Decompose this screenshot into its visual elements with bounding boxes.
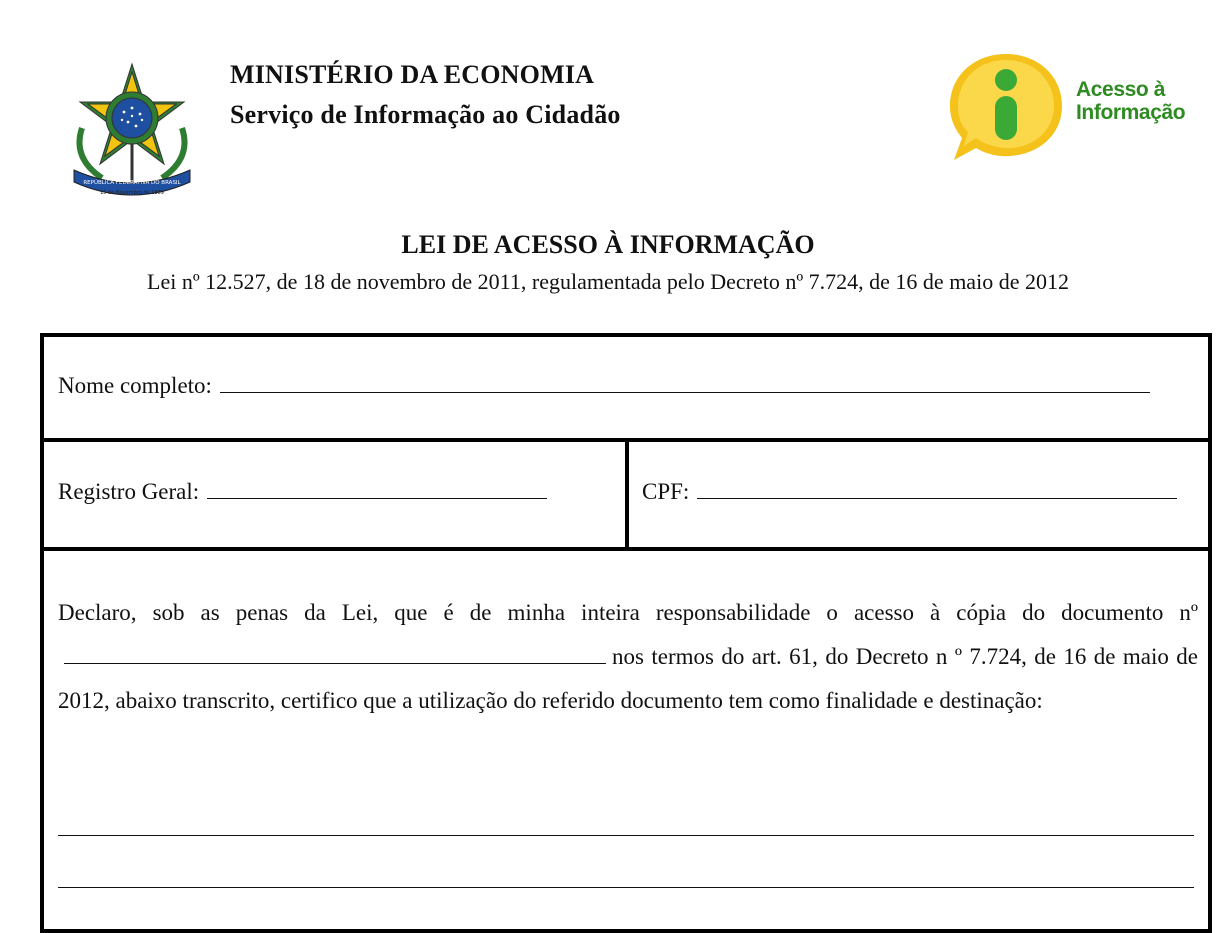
document-title: LEI DE ACESSO À INFORMAÇÃO	[401, 230, 815, 259]
declaration-part2: nos termos do art. 61, do Decreto n º 7.724, de 16 de maio de 2012, abaixo transcrito, certifico que a utilização do referido documento tem como finalidade e destinação:	[58, 644, 1198, 713]
full-name-input[interactable]	[220, 392, 1150, 393]
divider-row-2	[44, 547, 1208, 551]
request-form	[40, 333, 1212, 933]
document-number-input[interactable]	[64, 663, 606, 664]
ministry-name: MINISTÉRIO DA ECONOMIA	[230, 60, 595, 89]
full-name-field[interactable]	[58, 373, 1150, 399]
cpf-field[interactable]	[642, 479, 1177, 505]
emblem-date-text: 15 de Novembro de 1889	[100, 190, 164, 196]
logo-text-line1: Acesso à	[1076, 78, 1166, 101]
service-name: Serviço de Informação ao Cidadão	[230, 100, 621, 129]
access-to-information-logo	[948, 50, 1210, 162]
declaration-text	[58, 591, 1198, 723]
rg-field[interactable]	[58, 479, 547, 505]
purpose-line-1[interactable]	[58, 835, 1194, 836]
divider-column	[625, 442, 629, 551]
declaration-part1: Declaro, sob as penas da Lei, que é de minha inteira responsabilidade o acesso à cópia do documento nº	[58, 600, 1198, 625]
emblem-ribbon-text: REPÚBLICA FEDERATIVA DO BRASIL	[83, 180, 181, 186]
national-emblem	[62, 58, 202, 198]
purpose-line-2[interactable]	[58, 887, 1194, 888]
full-name-label: Nome completo:	[58, 373, 212, 398]
logo-text-line2: Informação	[1076, 101, 1186, 124]
rg-label: Registro Geral:	[58, 479, 200, 504]
cpf-label: CPF:	[642, 479, 690, 504]
cpf-input[interactable]	[697, 498, 1177, 499]
info-icon	[948, 50, 1066, 162]
document-subtitle: Lei nº 12.527, de 18 de novembro de 2011, regulamentada pelo Decreto nº 7.724, de 16 de maio de 2012	[147, 269, 1069, 294]
rg-input[interactable]	[207, 498, 547, 499]
